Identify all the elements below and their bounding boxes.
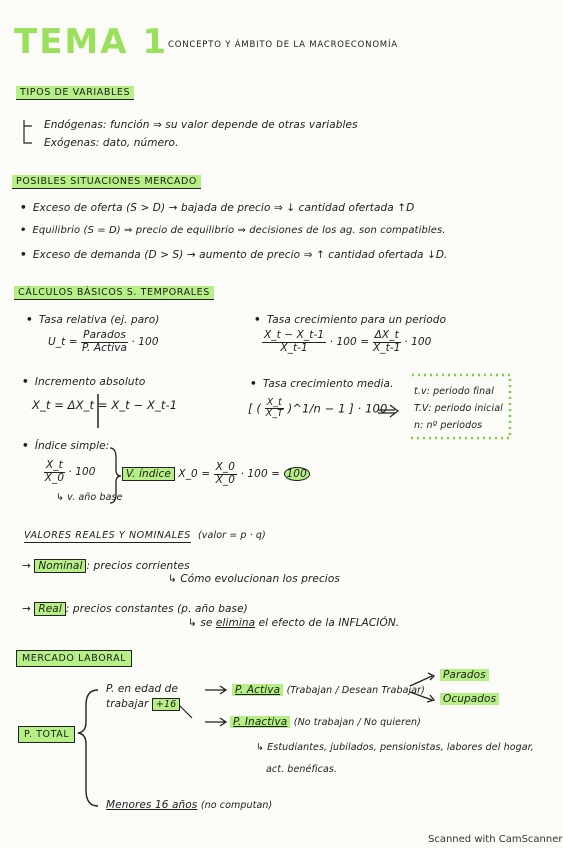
crecimiento-formula	[262, 330, 431, 354]
bullet-icon: •	[254, 314, 261, 326]
laboral-brace	[78, 690, 98, 806]
indice-fraction	[44, 460, 65, 484]
inactiva-note: (No trabajan / No quieren)	[293, 717, 421, 728]
incremento-text: Incremento absoluto	[34, 376, 146, 388]
indice-den2: X_0	[215, 473, 236, 486]
ocupados-label: Ocupados	[440, 693, 499, 705]
page-subtitle: CONCEPTO Y ÁMBITO DE LA MACROECONOMÍA	[168, 40, 398, 50]
crec-num: X_t − X_t-1	[264, 329, 325, 341]
laboral-total: P. TOTAL	[18, 726, 75, 743]
valores-heading-note: (valor = p · q)	[198, 530, 266, 541]
branch-lines	[24, 120, 32, 143]
tasa-lhs: U_t =	[48, 336, 78, 349]
arrow-icon: →	[22, 603, 35, 615]
indice-box: V. índice	[122, 467, 175, 481]
situacion-text-1: Exceso de oferta (S > D) → bajada de precio ⇒ ↓ cantidad ofertada ↑D	[32, 202, 415, 214]
real-sub-word: elimina	[215, 617, 256, 629]
crec-den2: X_t-1	[372, 341, 401, 354]
scanner-watermark: Scanned with CamScanner	[428, 834, 563, 845]
laboral-ocupados	[440, 693, 499, 705]
indice-mult: · 100	[68, 466, 96, 479]
real-sub-pre: ↳ se	[188, 617, 216, 629]
activa-note: (Trabajan / Desean Trabajar)	[286, 685, 425, 696]
indice-result: 100	[284, 467, 310, 481]
arrow-activa	[205, 686, 226, 694]
media-formula	[248, 398, 387, 420]
tipos-exogenas: Exógenas: dato, número.	[44, 137, 179, 149]
tasa-relativa-label	[26, 314, 159, 326]
legend-periodo-inicial: T.V: periodo inicial	[414, 403, 503, 414]
real-sub-post: el efecto de la INFLACIÓN.	[255, 617, 400, 629]
bullet-icon: •	[250, 378, 257, 390]
crec-mult2: · 100	[404, 336, 432, 349]
laboral-inactiva	[230, 716, 421, 728]
legend-n-periodos: n: nº periodos	[414, 420, 483, 431]
media-den: X_T	[265, 408, 284, 420]
indice-mult2: · 100 =	[240, 468, 281, 481]
media-right: )^1/n − 1 ] · 100	[287, 401, 388, 416]
media-label	[250, 378, 394, 390]
parados-label: Parados	[440, 669, 489, 681]
legend-periodo-final: t.v: periodo final	[414, 386, 494, 397]
crec-den: X_t-1	[280, 341, 308, 354]
laboral-menores	[106, 799, 272, 811]
indice-right-formula	[122, 462, 310, 486]
edad-badge: +16	[152, 698, 180, 711]
crec-fraction-1	[262, 330, 326, 354]
laboral-activa	[232, 684, 425, 696]
inactiva-list-1: ↳ Estudiantes, jubilados, pensionistas, labores del hogar,	[256, 742, 534, 753]
situacion-item-2	[20, 225, 446, 236]
section-heading-valores: VALORES REALES Y NOMINALES	[24, 530, 191, 541]
edad-text: trabajar	[106, 698, 149, 710]
indice-eq: X_0 =	[178, 468, 211, 481]
real-label: Real	[34, 602, 66, 616]
indice-den: X_0	[44, 471, 65, 484]
laboral-parados	[440, 669, 489, 681]
indice-num2: X_0	[215, 461, 236, 473]
valores-nominal	[22, 560, 190, 572]
crecimiento-label	[254, 314, 446, 326]
real-text: : precios constantes (p. año base)	[65, 603, 248, 615]
situacion-item-1	[20, 202, 414, 214]
nominal-text: : precios corrientes	[86, 560, 190, 572]
page-title: TEMA 1	[14, 22, 169, 62]
tipos-endogenas: Endógenas: función ⇒ su valor depende de otras variables	[44, 119, 358, 131]
bullet-icon: •	[20, 202, 27, 214]
situacion-text-3: Exceso de demanda (D > S) → aumento de precio ⇒ ↑ cantidad ofertada ↓D.	[32, 249, 448, 261]
crecimiento-text: Tasa crecimiento para un periodo	[266, 314, 447, 326]
section-heading-situaciones: POSIBLES SITUACIONES MERCADO	[12, 175, 201, 189]
bullet-icon: •	[22, 440, 29, 452]
incremento-formula: X_t = ΔX_t = X_t − X_t-1	[32, 398, 178, 412]
tasa-num: Parados	[83, 329, 126, 341]
nominal-label: Nominal	[34, 559, 86, 573]
indice-label	[22, 440, 109, 452]
indice-formula	[44, 460, 96, 484]
indice-num: X_t	[46, 459, 63, 471]
inactiva-label: P. Inactiva	[230, 716, 290, 728]
nominal-sub: ↳ Cómo evolucionan los precios	[168, 573, 340, 585]
media-text: Tasa crecimiento media.	[262, 378, 394, 390]
section-heading-laboral: MERCADO LABORAL	[16, 650, 132, 667]
arrow-icon: →	[22, 560, 35, 572]
section-heading-tipos: TIPOS DE VARIABLES	[16, 86, 134, 100]
bullet-icon: •	[26, 314, 33, 326]
tasa-fraction	[81, 330, 128, 354]
crec-fraction-2	[373, 330, 401, 354]
valores-real	[22, 603, 248, 615]
laboral-edad-2	[106, 698, 180, 710]
tasa-den: P. Activa	[81, 341, 128, 354]
menores-label: Menores 16 años	[106, 799, 198, 811]
tasa-relativa-formula	[48, 330, 159, 354]
indice-base-note: ↳ v. año base	[56, 492, 123, 503]
crec-eq: · 100 =	[329, 336, 370, 349]
incremento-label	[22, 376, 145, 388]
section-heading-calculos: CÁLCULOS BÁSICOS S. TEMPORALES	[14, 286, 214, 300]
media-fraction	[265, 398, 284, 420]
inactiva-list-2: act. benéficas.	[266, 764, 338, 775]
bullet-icon: •	[22, 376, 29, 388]
tasa-relativa-text: Tasa relativa (ej. paro)	[38, 314, 160, 326]
crec-num2: ΔX_t	[374, 329, 399, 341]
arrow-inactiva	[205, 718, 226, 726]
real-sub	[188, 617, 399, 629]
indice-text: Índice simple:	[34, 440, 110, 452]
media-left: [ (	[248, 401, 261, 416]
activa-label: P. Activa	[232, 684, 283, 696]
menores-note: (no computan)	[200, 800, 273, 811]
situacion-item-3	[20, 249, 448, 261]
situacion-text-2: Equilibrio (S = D) ⇒ precio de equilibrio ⇒ decisiones de los ag. son compatibles.	[32, 225, 446, 236]
bullet-icon: •	[20, 249, 27, 261]
tasa-mult: · 100	[131, 336, 159, 349]
media-num: X_t	[266, 397, 282, 408]
bullet-icon: •	[20, 225, 27, 236]
laboral-edad-1: P. en edad de	[106, 683, 179, 695]
indice-fraction-2	[214, 462, 237, 486]
